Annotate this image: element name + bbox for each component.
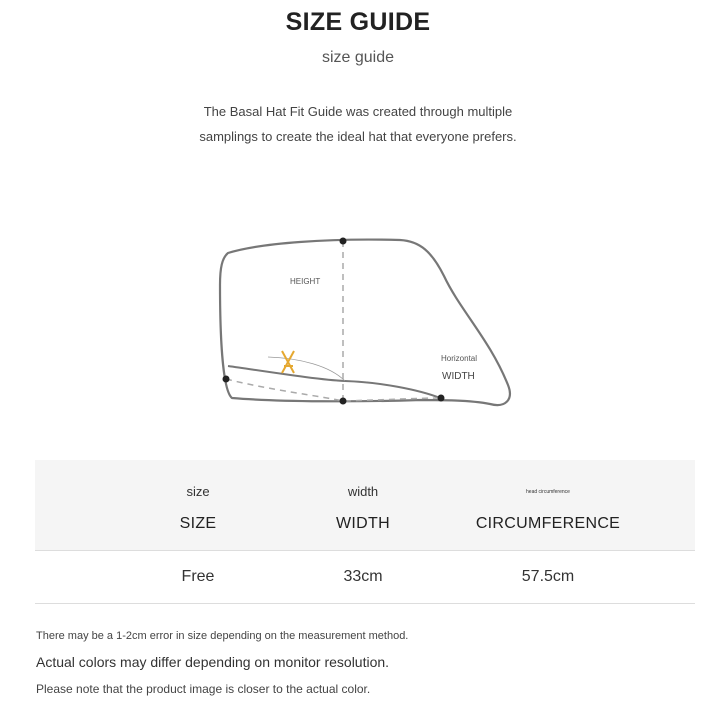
header-size-small: size [186, 484, 210, 499]
page-subtitle: size guide [321, 49, 395, 66]
intro-line-1: The Basal Hat Fit Guide was created through multiple [203, 104, 513, 119]
table-divider [35, 603, 695, 604]
note-measurement-error: There may be a 1-2cm error in size depending on the measurement method. [36, 630, 409, 642]
row-width-value: 33cm [343, 568, 383, 585]
header-width-small: width [347, 484, 379, 499]
row-size-value: Free [181, 568, 215, 585]
width-left-point [223, 376, 230, 383]
page-title: SIZE GUIDE [285, 8, 431, 36]
header-size: SIZE [179, 515, 217, 532]
table-header [35, 460, 695, 551]
inner-line [268, 357, 345, 381]
header-circumference: CIRCUMFERENCE [475, 515, 621, 532]
intro-line-2: samplings to create the ideal hat that everyone prefers. [199, 129, 517, 144]
width-line [226, 379, 441, 401]
brim-seam [228, 366, 440, 398]
header-width: WIDTH [336, 515, 390, 532]
width-label: WIDTH [442, 371, 475, 382]
horizontal-label: Horizontal [441, 354, 478, 363]
height-bottom-point [340, 398, 347, 405]
hat-outline [220, 240, 510, 405]
size-table [35, 460, 695, 605]
note-monitor-colors: Actual colors may differ depending on monitor resolution. [36, 654, 390, 670]
row-circumference-value: 57.5cm [521, 568, 575, 585]
width-right-point [438, 395, 445, 402]
fit-marker-icon [282, 351, 294, 373]
header-circumference-small: head circumference [526, 489, 570, 495]
height-label: HEIGHT [290, 277, 321, 286]
note-product-image: Please note that the product image is closer to the actual color. [36, 682, 371, 696]
height-top-point [340, 238, 347, 245]
